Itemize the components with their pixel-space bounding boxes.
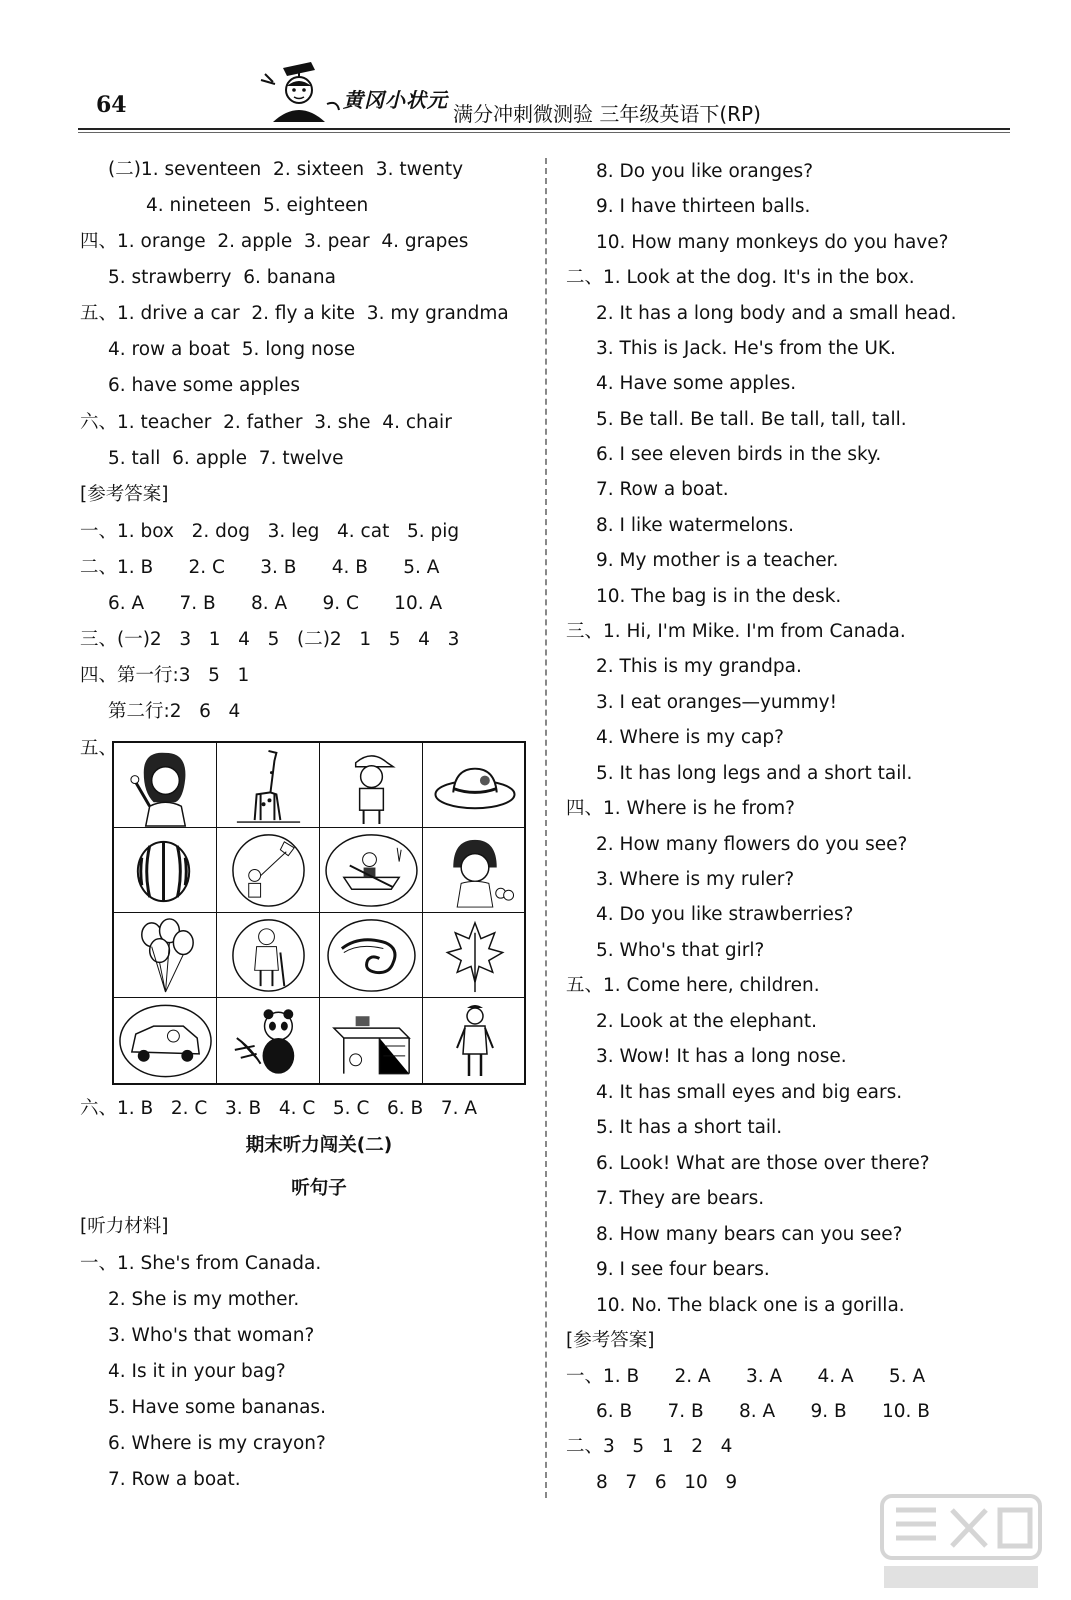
answer-line: 三、(一)2 3 1 4 5 (二)2 1 5 4 3 (80, 629, 460, 650)
boy-with-cap-icon (320, 743, 422, 827)
child-rowing-boat-icon (320, 828, 422, 912)
header-rule (78, 128, 1010, 130)
listening-line: 3. Wow! It has a long nose. (596, 1046, 847, 1067)
grid-cell (423, 998, 526, 1083)
listening-line: 3. This is Jack. He's from the UK. (596, 338, 896, 359)
picture-answer-grid (112, 741, 526, 1085)
answer-line: 一、1. box 2. dog 3. leg 4. cat 5. pig (80, 521, 460, 542)
grid-cell (423, 743, 526, 828)
elephant-trunk-icon (320, 913, 422, 997)
listening-line: 3. Where is my ruler? (596, 869, 795, 890)
listening-line: 7. Row a boat. (108, 1469, 241, 1490)
section-label-listening-material: [听力材料] (80, 1216, 169, 1237)
grid-cell (423, 828, 526, 913)
maple-leaf-icon (423, 913, 526, 997)
desk-with-toys-icon (320, 998, 422, 1083)
answer-line: 第二行:2 6 4 (108, 701, 241, 722)
page-header (78, 60, 1010, 130)
listening-line: 7. They are bears. (596, 1188, 765, 1209)
answer-line: 5. tall 6. apple 7. twelve (108, 448, 344, 469)
listening-line: 8. Do you like oranges? (596, 161, 814, 182)
listening-line: 五、1. Come here, children. (566, 975, 820, 996)
answer-line: 4. nineteen 5. eighteen (146, 195, 369, 216)
book-subtitle: 满分冲刺微测验 三年级英语下(RP) (453, 102, 761, 126)
answer-line: 5. strawberry 6. banana (108, 267, 336, 288)
giraffe-icon (217, 743, 319, 827)
listening-line: 8. How many bears can you see? (596, 1224, 903, 1245)
balloons-icon (114, 913, 216, 997)
section-label-reference-answers: [参考答案] (80, 484, 169, 505)
answer-line: 6. B 7. B 8. A 9. B 10. B (596, 1401, 930, 1422)
listening-line: 三、1. Hi, I'm Mike. I'm from Canada. (566, 621, 906, 642)
listening-line: 2. Look at the elephant. (596, 1011, 818, 1032)
grid-cell (217, 828, 320, 913)
watermark-stamp-icon (876, 1490, 1046, 1595)
listening-line: 9. My mother is a teacher. (596, 550, 839, 571)
listening-line: 7. Row a boat. (596, 479, 729, 500)
grid-cell (320, 913, 423, 998)
listening-line: 4. It has small eyes and big ears. (596, 1082, 903, 1103)
listening-line: 6. Look! What are those over there? (596, 1153, 930, 1174)
listening-line: 3. Who's that woman? (108, 1325, 315, 1346)
listening-line: 3. I eat oranges—yummy! (596, 692, 838, 713)
listening-line: 2. It has a long body and a small head. (596, 303, 957, 324)
girl-eating-icon (423, 828, 526, 912)
grandpa-with-cane-icon (217, 913, 319, 997)
panda-icon (217, 998, 319, 1083)
answer-line: 六、1. B 2. C 3. B 4. C 5. C 6. B 7. A (80, 1098, 478, 1119)
listening-line: 4. Do you like strawberries? (596, 904, 854, 925)
answer-line: 四、1. orange 2. apple 3. pear 4. grapes (80, 231, 469, 252)
listening-line: 4. Have some apples. (596, 373, 797, 394)
listening-line: 5. Who's that girl? (596, 940, 765, 961)
header-rule-thin (78, 132, 1010, 133)
section-title: 期末听力闯关(二) (245, 1135, 393, 1156)
listening-line: 10. The bag is in the desk. (596, 586, 842, 607)
answer-line: 一、1. B 2. A 3. A 4. A 5. A (566, 1366, 926, 1387)
listening-line: 5. It has long legs and a short tail. (596, 763, 913, 784)
brand-name: 黄冈小状元 (343, 88, 448, 112)
listening-line: 10. How many monkeys do you have? (596, 232, 949, 253)
grid-cell (114, 998, 217, 1083)
listening-line: 4. Is it in your bag? (108, 1361, 286, 1382)
answer-line: 二、3 5 1 2 4 (566, 1436, 733, 1457)
listening-line: 5. Be tall. Be tall. Be tall, tall, tall. (596, 409, 907, 430)
scholar-mascot-icon (253, 60, 343, 126)
sun-hat-icon (423, 743, 526, 827)
page-number: 64 (96, 92, 127, 118)
man-driving-car-icon (114, 998, 216, 1083)
listening-line: 5. Have some bananas. (108, 1397, 326, 1418)
listening-line: 8. I like watermelons. (596, 515, 794, 536)
listening-line: 2. How many flowers do you see? (596, 834, 908, 855)
listening-line: 四、1. Where is he from? (566, 798, 795, 819)
answer-line: 六、1. teacher 2. father 3. she 4. chair (80, 412, 452, 433)
listening-line: 6. I see eleven birds in the sky. (596, 444, 882, 465)
grid-cell (217, 998, 320, 1083)
section-label-reference-answers: [参考答案] (566, 1330, 655, 1351)
answer-line: 6. A 7. B 8. A 9. C 10. A (108, 593, 443, 614)
man-standing-icon (423, 998, 526, 1083)
listening-line: 10. No. The black one is a gorilla. (596, 1295, 905, 1316)
answer-line: 8 7 6 10 9 (596, 1472, 738, 1493)
grid-cell (217, 913, 320, 998)
grid-cell (114, 743, 217, 828)
answer-line: (二)1. seventeen 2. sixteen 3. twenty (108, 159, 464, 180)
grid-cell (114, 828, 217, 913)
answer-line: 五、1. drive a car 2. fly a kite 3. my grandma (80, 303, 509, 324)
grid-cell (320, 743, 423, 828)
listening-line: 4. Where is my cap? (596, 727, 784, 748)
listening-line: 6. Where is my crayon? (108, 1433, 326, 1454)
grid-cell (423, 913, 526, 998)
listening-line: 9. I have thirteen balls. (596, 196, 811, 217)
answer-line: 6. have some apples (108, 375, 301, 396)
listening-line: 9. I see four bears. (596, 1259, 770, 1280)
answer-line: 四、第一行:3 5 1 (80, 665, 250, 686)
grid-cell (217, 743, 320, 828)
listening-line: 一、1. She's from Canada. (80, 1253, 322, 1274)
girl-waving-icon (114, 743, 216, 827)
section-subtitle: 听句子 (291, 1178, 347, 1199)
answer-line: 二、1. B 2. C 3. B 4. B 5. A (80, 557, 440, 578)
listening-line: 二、1. Look at the dog. It's in the box. (566, 267, 915, 288)
child-flying-kite-icon (217, 828, 319, 912)
grid-cell (114, 913, 217, 998)
watermelon-icon (114, 828, 216, 912)
section-five-label: 五、 (80, 738, 118, 759)
listening-line: 2. She is my mother. (108, 1289, 300, 1310)
column-divider (545, 158, 547, 1498)
listening-line: 2. This is my grandpa. (596, 656, 802, 677)
grid-cell (320, 828, 423, 913)
answer-line: 4. row a boat 5. long nose (108, 339, 356, 360)
grid-cell (320, 998, 423, 1083)
listening-line: 5. It has a short tail. (596, 1117, 783, 1138)
